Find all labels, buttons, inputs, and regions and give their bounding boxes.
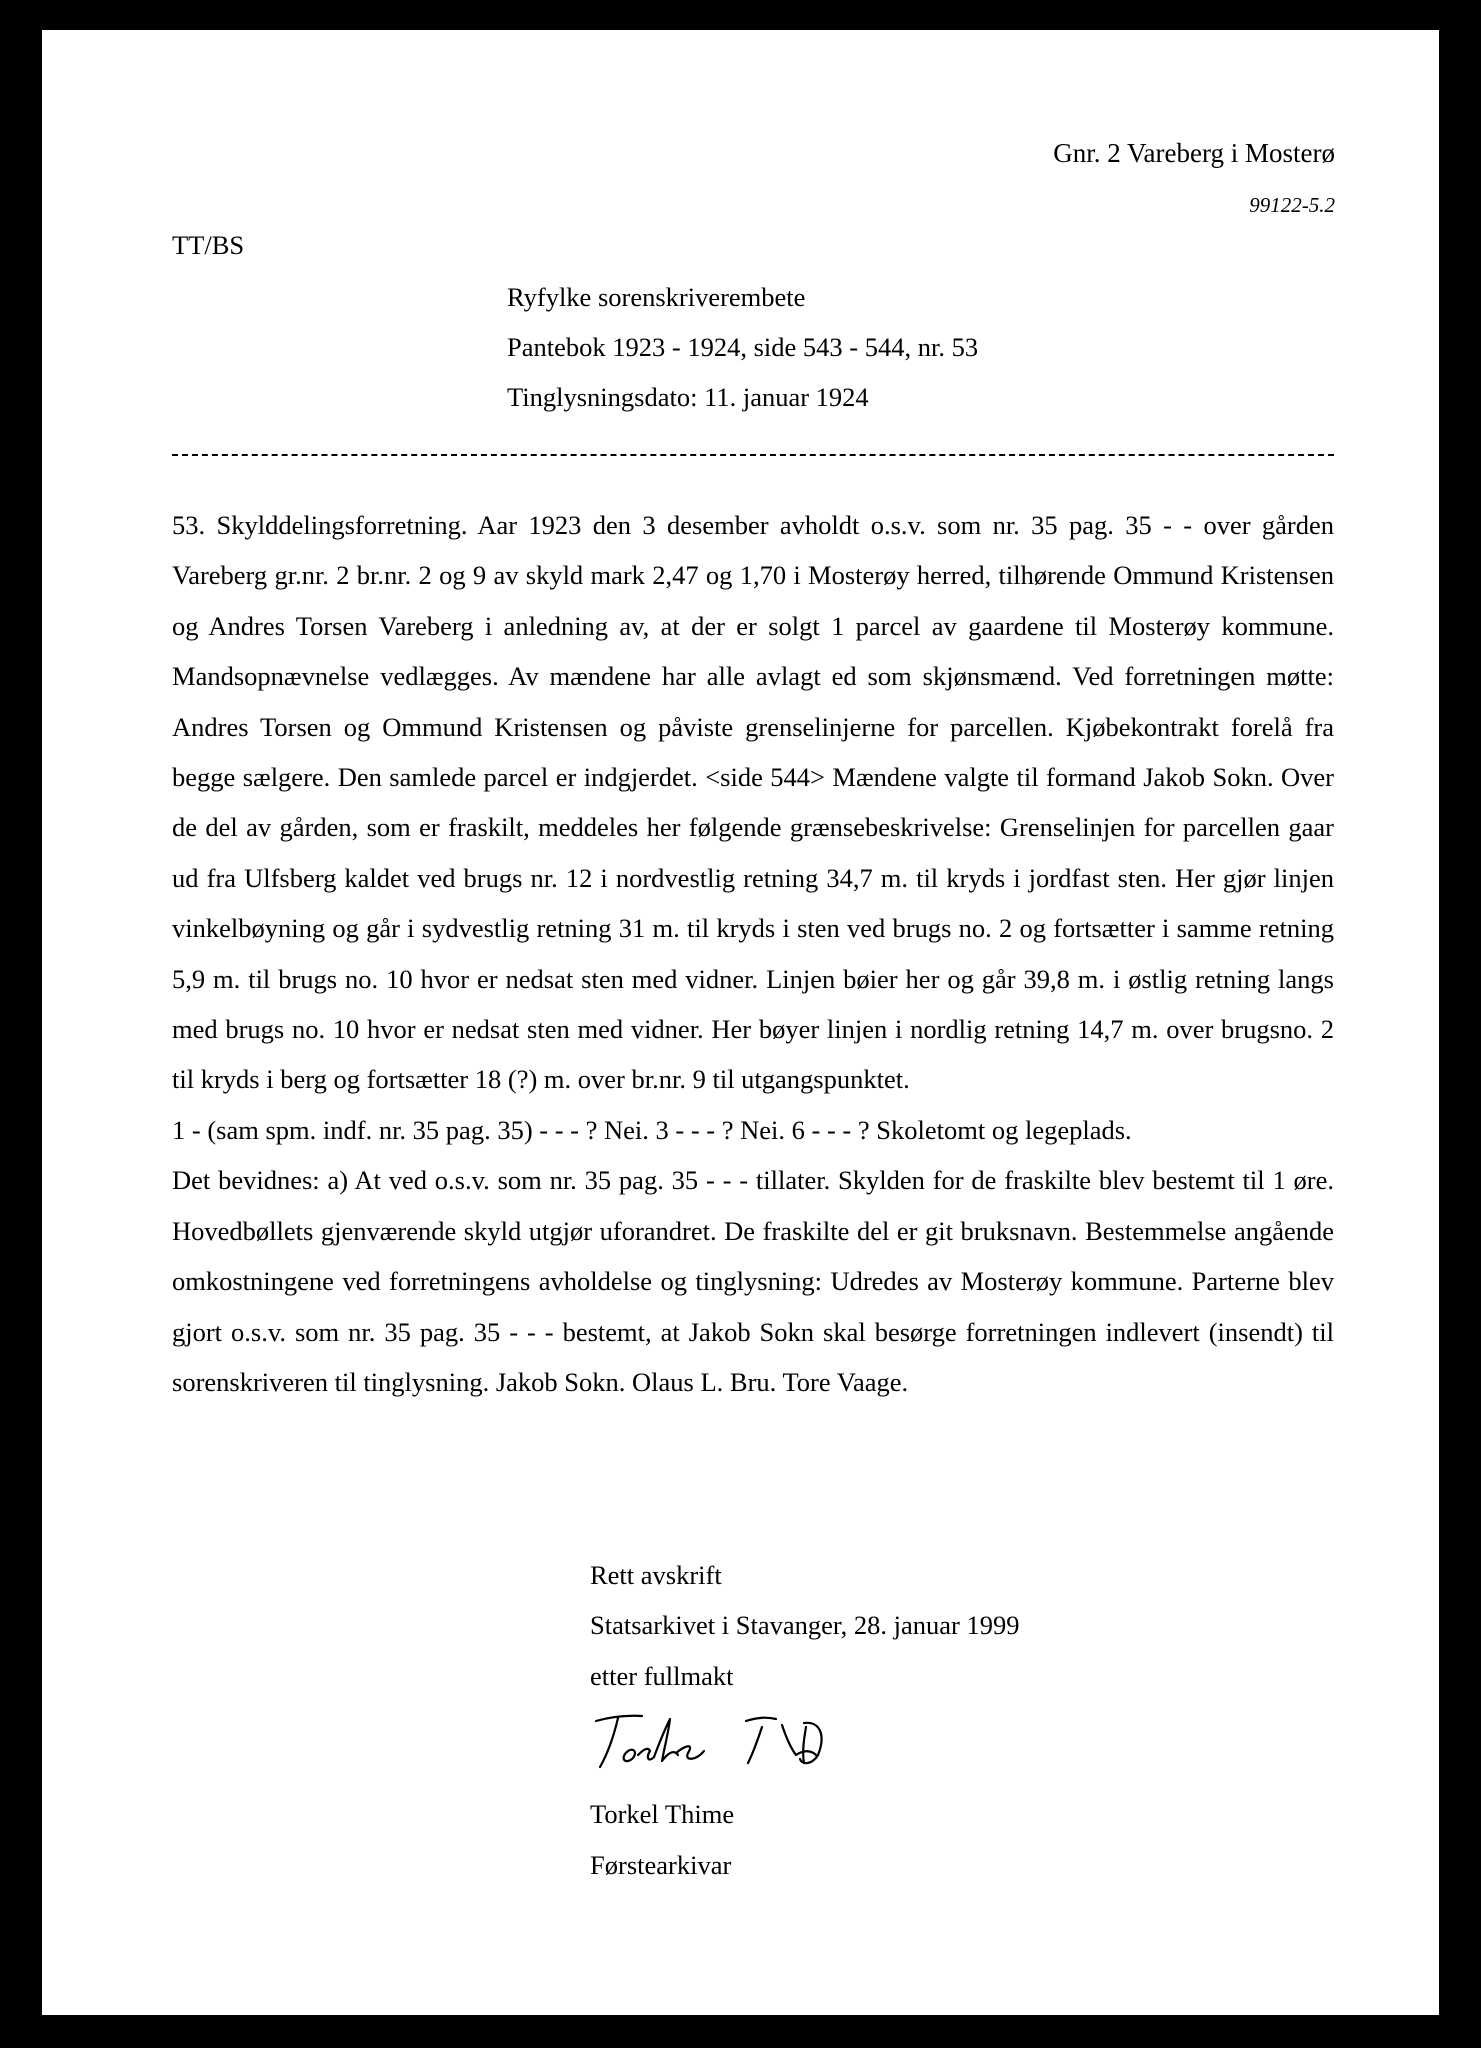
certification-line: etter fullmakt: [590, 1660, 734, 1691]
document-page: [42, 30, 1439, 2015]
document-body: [172, 500, 1334, 1407]
certification-block: [590, 1550, 1019, 1890]
registration-date: Tinglysningsdato: 11. januar 1924: [507, 382, 869, 412]
initials: TT/BS: [172, 230, 245, 260]
signatory-name: Torkel Thime: [590, 1799, 735, 1830]
handwritten-signature: [590, 1701, 1019, 1789]
signatory-title: Førstearkivar: [590, 1849, 732, 1880]
body-paragraph: Det bevidnes: a) At ved o.s.v. som nr. 35 pag. 35 - - - tillater. Skylden for de fraskilte blev bestemt til 1 øre. Hovedbøllets gjenværende skyld utgjør uforandret. De fraskilte del er git bruksnavn. Bestemmelse angående omkostningene ved forretningens avholdelse og tinglysning: Udredes av Mosterøy kommune. Parterne blev gjort o.s.v. som nr. 35 pag. 35 - - - bestemt, at Jakob Sokn skal besørge forretningen indlevert (insendt) til sorenskriveren til tinglysning. Jakob Sokn. Olaus L. Bru. Tore Vaage.: [172, 1165, 1334, 1397]
book-reference: Pantebok 1923 - 1924, side 543 - 544, nr. 53: [507, 332, 979, 362]
body-paragraph: 53. Skylddelingsforretning. Aar 1923 den 3 desember avholdt o.s.v. som nr. 35 pag. 35 - - over gården Vareberg gr.nr. 2 br.nr. 2 og 9 av skyld mark 2,47 og 1,70 i Mosterøy herred, tilhørende Ommund Kristensen og Andres Torsen Vareberg i anledning av, at der er solgt 1 parcel av gaardene til Mosterøy kommune. Mandsopnævnelse vedlægges. Av mændene har alle avlagt ed som skjønsmænd. Ved forretningen møtte: Andres Torsen og Ommund Kristensen og påviste grenselinjerne for parcellen. Kjøbekontrakt forelå fra begge sælgere. Den samlede parcel er indgjerdet. <side 544> Mændene valgte til formand Jakob Sokn. Over de del av gården, som er fraskilt, meddeles her følgende grænsebeskrivelse: Grenselinjen for parcellen gaar ud fra Ulfsberg kaldet ved brugs nr. 12 i nordvestlig retning 34,7 m. til kryds i jordfast sten. Her gjør linjen vinkelbøyning og går i sydvestlig retning 31 m. til kryds i sten ved brugs no. 2 og fortsætter i samme retning 5,9 m. til brugs no. 10 hvor er nedsat sten med vidner. Linjen bøier her og går 39,8 m. i østlig retning langs med brugs no. 10 hvor er nedsat sten med vidner. Her bøyer linjen i nordlig retning 14,7 m. over brugsno. 2 til kryds i berg og fortsætter 18 (?) m. over br.nr. 9 til utgangspunktet.: [172, 510, 1334, 1095]
body-paragraph: 1 - (sam spm. indf. nr. 35 pag. 35) - - - ? Nei. 3 - - - ? Nei. 6 - - - ? Skoletomt og legeplads.: [172, 1114, 1132, 1145]
certification-line: Statsarkivet i Stavanger, 28. januar 1999: [590, 1610, 1020, 1641]
property-heading: Gnr. 2 Vareberg i Mosterø: [1053, 138, 1335, 168]
separator-line: [172, 454, 1334, 456]
reference-number: 99122-5.2: [1249, 193, 1335, 217]
office-name: Ryfylke sorenskriverembete: [507, 282, 806, 312]
certification-line: Rett avskrift: [590, 1560, 722, 1590]
